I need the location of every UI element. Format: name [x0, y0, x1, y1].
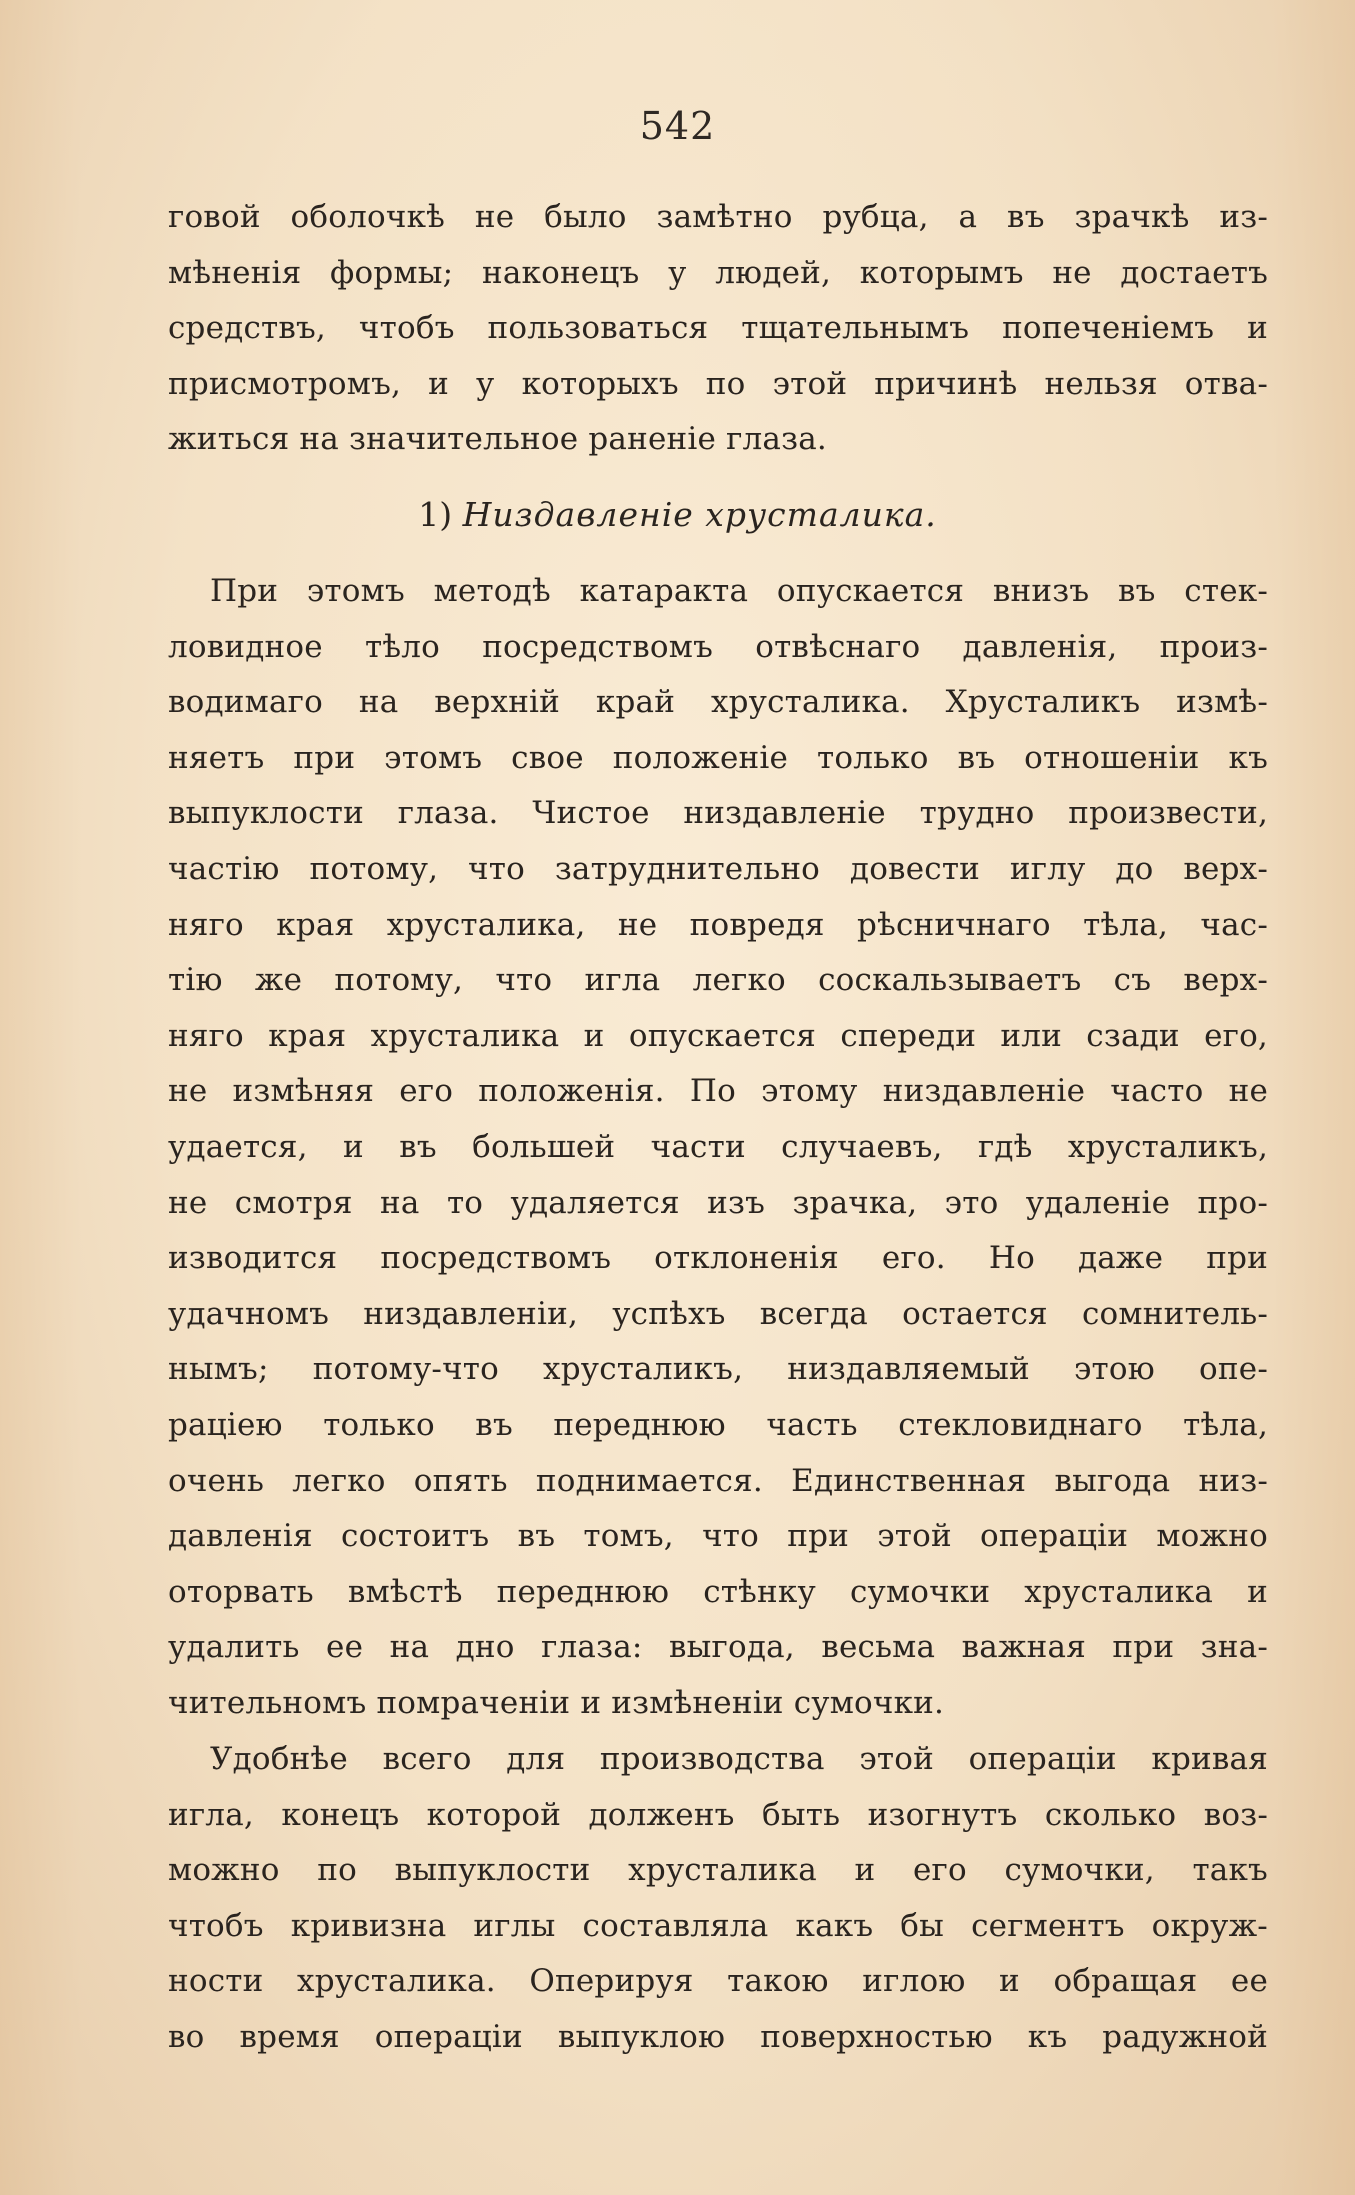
section-heading: [0, 487, 1355, 543]
text-line: ности хрусталика. Оперируя такою иглою и обращая ее: [168, 1963, 1268, 2000]
text-line: присмотромъ, и у которыхъ по этой причинѣ нельзя отва-: [168, 365, 1268, 402]
text-line: чительномъ помраченіи и измѣненіи сумочки.: [168, 1684, 945, 1721]
text-line: говой оболочкѣ не было замѣтно рубца, а въ зрачкѣ из-: [168, 199, 1268, 235]
text-line: чтобъ кривизна иглы составляла какъ бы сегментъ окруж-: [168, 1907, 1268, 1944]
text-line: няго края хрусталика, не повредя рѣсничнаго тѣла, час-: [168, 906, 1268, 943]
text-line: няетъ при этомъ свое положеніе только въ отношеніи къ: [168, 739, 1268, 776]
text-line: изводится посредствомъ отклоненія его. Но даже при: [168, 1240, 1268, 1277]
page-number: 542: [639, 104, 716, 148]
text-line: житься на значительное раненіе глаза.: [168, 421, 827, 458]
text-line: удалить ее на дно глаза: выгода, весьма важная при зна-: [168, 1629, 1268, 1666]
text-line: тію же потому, что игла легко соскальзываетъ съ верх-: [168, 962, 1268, 999]
text-line: во время операціи выпуклою поверхностью къ радужной: [168, 2018, 1268, 2055]
text-line: не смотря на то удаляется изъ зрачка, это удаленіе про-: [168, 1184, 1268, 1221]
text-line: можно по выпуклости хрусталика и его сумочки, такъ: [168, 1852, 1268, 1889]
text-line: Удобнѣе всего для производства этой операціи кривая: [210, 1741, 1268, 1777]
section-number: 1): [418, 495, 453, 534]
text-line: игла, конецъ которой долженъ быть изогнутъ сколько воз-: [168, 1796, 1268, 1833]
text-line: нымъ; потому-что хрусталикъ, низдавляемый этою опе-: [168, 1351, 1268, 1388]
text-line: раціею только въ переднюю часть стекловиднаго тѣла,: [168, 1406, 1268, 1443]
text-line: удается, и въ большей части случаевъ, гдѣ хрусталикъ,: [168, 1128, 1268, 1165]
text-line: водимаго на верхній край хрусталика. Хрусталикъ измѣ-: [168, 684, 1268, 721]
paragraph-1: [168, 564, 1268, 1731]
text-line: давленія состоитъ въ томъ, что при этой операціи можно: [168, 1518, 1268, 1555]
text-line: оторвать вмѣстѣ переднюю стѣнку сумочки хрусталика и: [168, 1573, 1268, 1610]
text-line: частію потому, что затруднительно довести иглу до верх-: [168, 850, 1268, 887]
text-line: мѣненія формы; наконецъ у людей, которымъ не достаетъ: [168, 254, 1268, 291]
paragraph-continued: [168, 190, 1268, 468]
text-line: средствъ, чтобъ пользоваться тщательнымъ попеченіемъ и: [168, 310, 1268, 347]
text-line: не измѣняя его положенія. По этому низдавленіе часто не: [168, 1073, 1268, 1110]
text-line: няго края хрусталика и опускается спереди или сзади его,: [168, 1017, 1268, 1054]
text-line: выпуклости глаза. Чистое низдавленіе трудно произвести,: [168, 795, 1268, 832]
text-line: удачномъ низдавленіи, успѣхъ всегда остается сомнитель-: [168, 1295, 1268, 1332]
section-title: Низдавленіе хрусталика.: [462, 495, 937, 534]
text-line: очень легко опять поднимается. Единственная выгода низ-: [168, 1462, 1268, 1499]
text-line: ловидное тѣло посредствомъ отвѣснаго давленія, произ-: [168, 628, 1268, 665]
paragraph-2: [168, 1732, 1268, 2066]
text-line: При этомъ методѣ катаракта опускается внизъ въ стек-: [210, 573, 1268, 609]
